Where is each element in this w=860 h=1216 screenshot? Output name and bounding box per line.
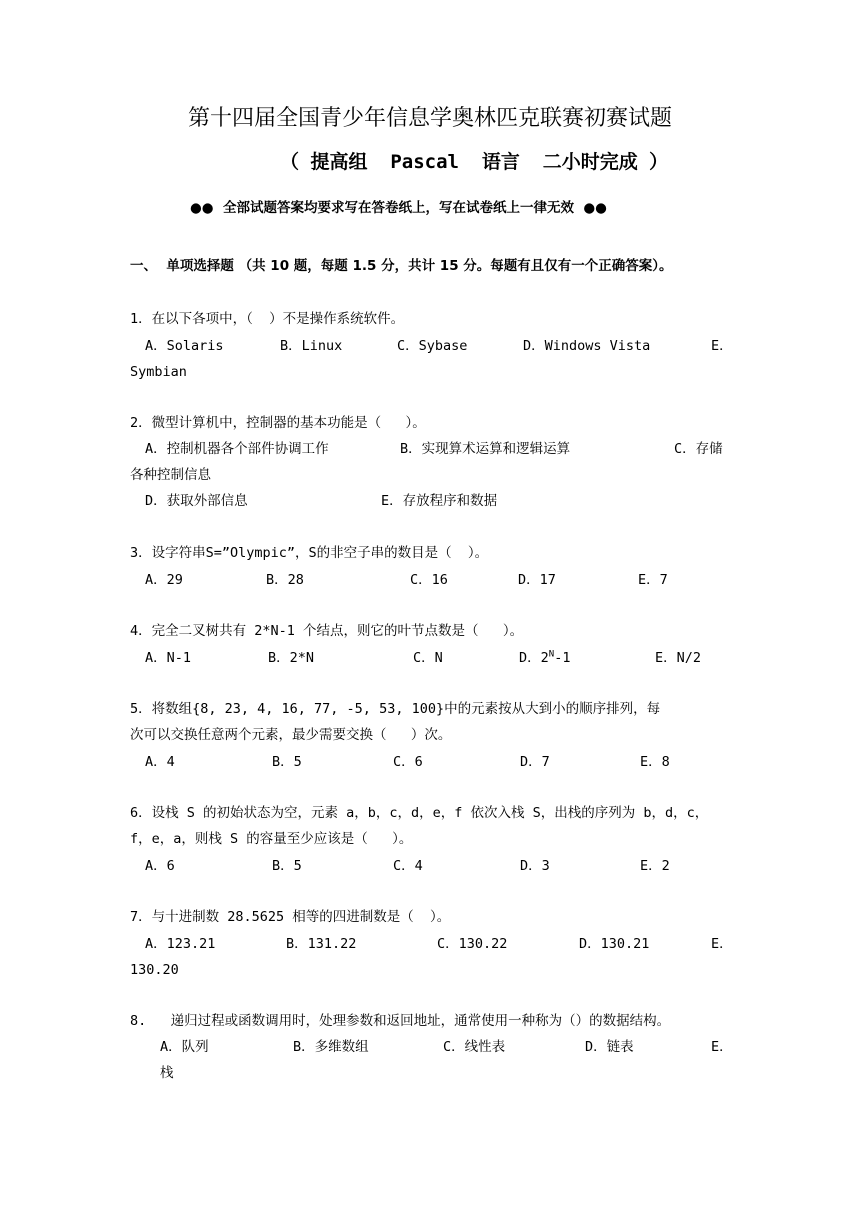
option: B．5 — [272, 858, 302, 874]
option: D．Windows Vista — [523, 338, 651, 354]
option: B．5 — [272, 754, 302, 770]
question-stem-continued: f，e，a，则栈 S 的容量至少应该是（ ）。 — [130, 831, 413, 847]
question-stem: 2．微型计算机中，控制器的基本功能是（ ）。 — [130, 415, 426, 431]
page-subtitle: （ 提高组 Pascal 语言 二小时完成 ） — [280, 151, 669, 173]
option: B．131.22 — [286, 936, 357, 952]
question-stem: 5．将数组{8, 23, 4, 16, 77, -5, 53, 100}中的元素按从大到小的顺序排列，每 — [130, 701, 661, 717]
option: C．线性表 — [443, 1039, 506, 1055]
option: C．130.22 — [437, 936, 508, 952]
option: B．Linux — [280, 338, 343, 354]
option: C．6 — [393, 754, 423, 770]
option: A．Solaris — [145, 338, 224, 354]
option: D．$2^N-1$ — [519, 649, 571, 666]
question-stem: 4．完全二叉树共有 2*N-1 个结点，则它的叶节点数是（ ）。 — [130, 623, 524, 639]
option: 栈 — [160, 1065, 174, 1081]
question-stem: 3．设字符串S=”Olympic”，S的非空子串的数目是（ ）。 — [130, 545, 489, 561]
option: E．N/2 — [655, 650, 702, 666]
option: Symbian — [130, 364, 187, 380]
option: E．7 — [638, 572, 668, 588]
option: B．2*N — [268, 650, 315, 666]
question-stem: 8. 递归过程或函数调用时，处理参数和返回地址，通常使用一种称为（）的数据结构。 — [130, 1013, 671, 1029]
option: D．17 — [518, 572, 556, 588]
option: 各种控制信息 — [130, 467, 211, 483]
question-stem: 7．与十进制数 28.5625 相等的四进制数是（ ）。 — [130, 909, 451, 925]
option: B．实现算术运算和逻辑运算 — [400, 441, 571, 457]
option: A．控制机器各个部件协调工作 — [145, 441, 329, 457]
option: C．Sybase — [397, 338, 468, 354]
option: C．存储 — [674, 441, 723, 457]
option: D．7 — [520, 754, 550, 770]
answer-notice: ●● 全部试题答案均要求写在答卷纸上，写在试卷纸上一律无效 ●● — [190, 200, 607, 216]
option: A．4 — [145, 754, 175, 770]
option: 130.20 — [130, 962, 179, 978]
option: A．N-1 — [145, 650, 192, 666]
option: D．获取外部信息 — [145, 493, 248, 509]
option: E． — [711, 1039, 733, 1055]
option: E． — [711, 338, 733, 354]
option: A．29 — [145, 572, 183, 588]
option: C．16 — [410, 572, 448, 588]
option: D．3 — [520, 858, 550, 874]
option: E．8 — [640, 754, 670, 770]
option: B．28 — [266, 572, 304, 588]
page-title: 第十四届全国青少年信息学奥林匹克联赛初赛试题 — [187, 106, 672, 131]
option: E． — [711, 936, 733, 952]
question-stem: 1．在以下各项中，（ ）不是操作系统软件。 — [130, 311, 405, 327]
option: A．6 — [145, 858, 175, 874]
option: A．队列 — [160, 1039, 209, 1055]
question-stem-continued: 次可以交换任意两个元素，最少需要交换（ ）次。 — [130, 727, 452, 743]
option: D．链表 — [585, 1039, 634, 1055]
option: D．130.21 — [579, 936, 650, 952]
option: E．2 — [640, 858, 670, 874]
option: A．123.21 — [145, 936, 216, 952]
option: C．N — [413, 650, 443, 666]
question-stem: 6．设栈 S 的初始状态为空，元素 a，b，c，d，e，f 依次入栈 S，出栈的序列为 b，d，c， — [130, 805, 709, 821]
option: E．存放程序和数据 — [381, 493, 498, 509]
section-heading: 一、 单项选择题 （共 10 题，每题 1.5 分，共计 15 分。每题有且仅有一个正确答案）。 — [130, 258, 673, 274]
option: B．多维数组 — [293, 1039, 369, 1055]
option: C．4 — [393, 858, 423, 874]
